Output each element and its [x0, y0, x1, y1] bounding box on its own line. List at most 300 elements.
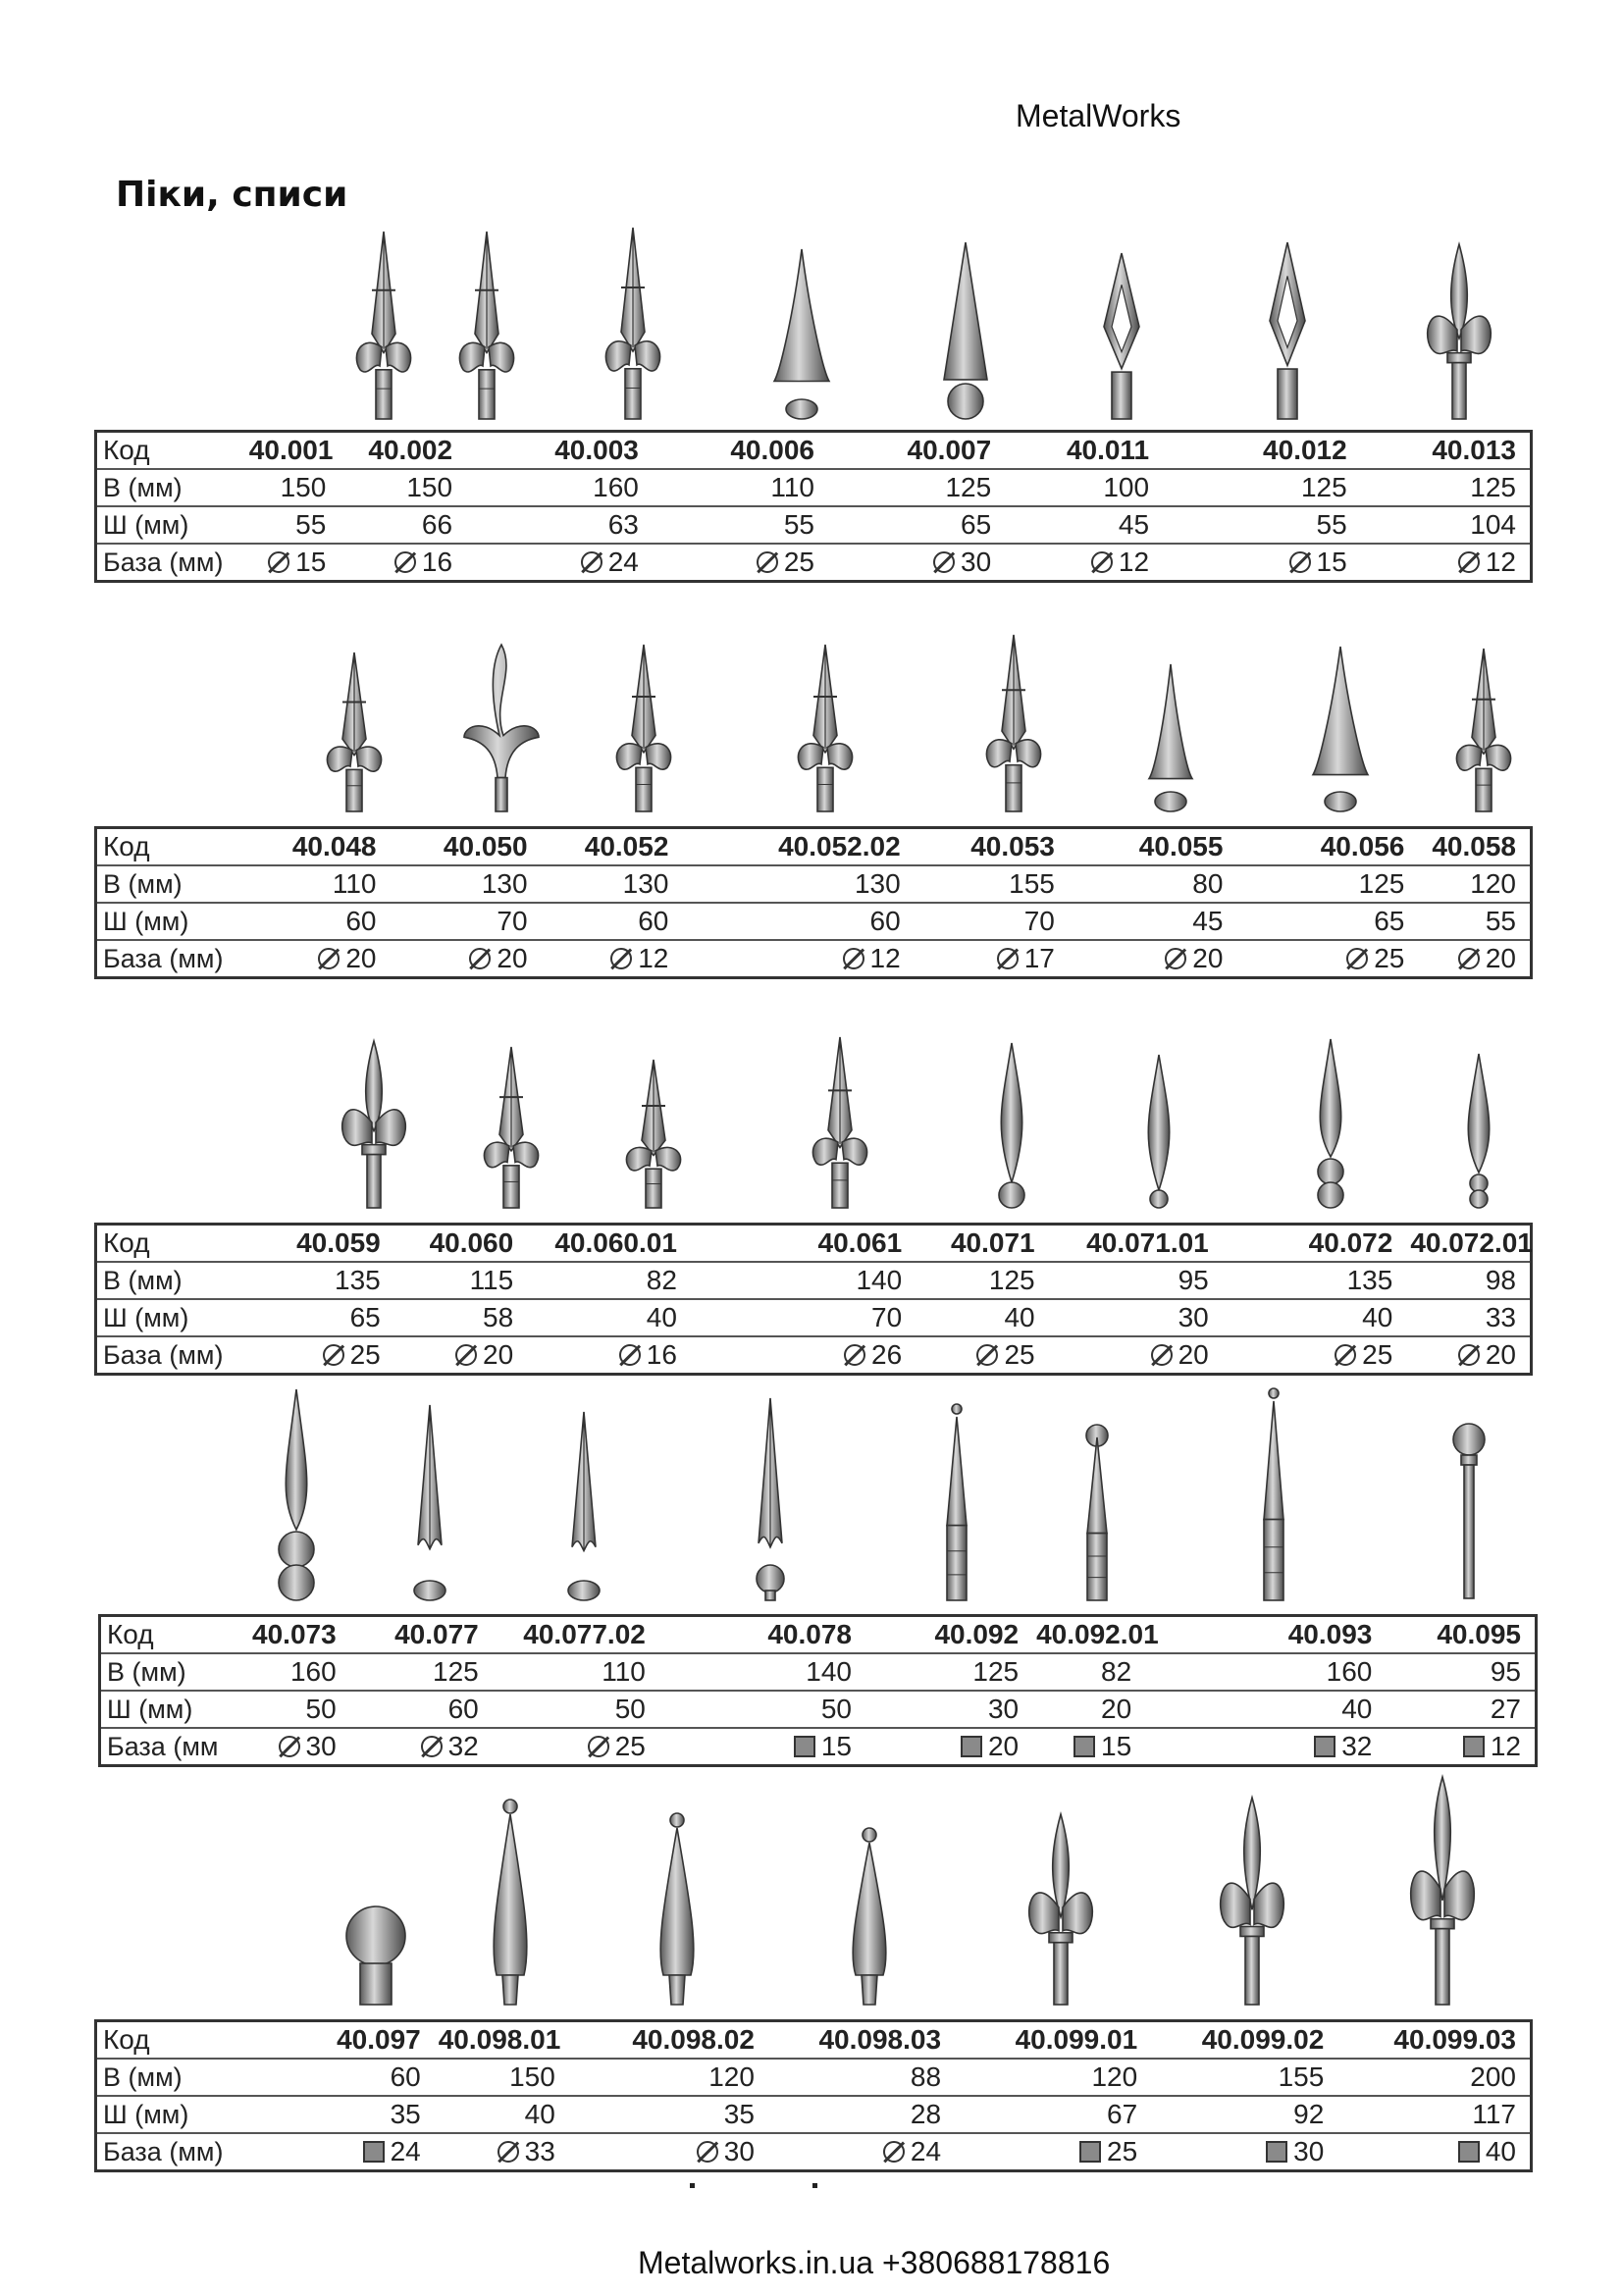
height-value: 80 [1069, 865, 1237, 903]
width-value: 40 [527, 1299, 691, 1336]
diameter-icon [843, 948, 864, 969]
base-value: 12 [1118, 547, 1150, 577]
base-cell [569, 2133, 768, 2171]
product-image-row [0, 620, 1623, 816]
row-label: Ш (мм) [96, 1299, 241, 1336]
diameter-icon [1165, 948, 1186, 969]
base-value: 30 [723, 2136, 755, 2166]
height-value: 125 [1361, 469, 1532, 506]
base-value: 20 [497, 943, 528, 973]
base-cell [350, 1728, 493, 1766]
product-code: 40.003 [466, 432, 653, 470]
base-value: 30 [961, 547, 992, 577]
product-code: 40.095 [1386, 1616, 1536, 1654]
width-value: 65 [240, 1299, 393, 1336]
product-code: 40.078 [659, 1616, 865, 1654]
diameter-icon [1458, 551, 1480, 573]
width-value: 40 [1145, 1691, 1386, 1728]
product-code: 40.072.01 [1406, 1225, 1531, 1263]
product-code: 40.006 [653, 432, 828, 470]
leaf-ball-small-icon [1120, 1053, 1198, 1213]
flame-spear-icon [462, 643, 541, 816]
diameter-icon [883, 2141, 905, 2163]
base-value: 12 [638, 943, 669, 973]
row-label: Ш (мм) [96, 2096, 300, 2133]
width-row [96, 2096, 1532, 2133]
height-value: 200 [1337, 2059, 1531, 2096]
base-value: 40 [1485, 2136, 1516, 2166]
product-code: 40.098.03 [768, 2021, 955, 2060]
height-value: 150 [245, 469, 340, 506]
pike-square-icon [917, 1403, 996, 1605]
spear-cross-tall-icon [974, 633, 1053, 816]
base-cell [1069, 940, 1237, 978]
spear-scroll-icon [447, 230, 526, 424]
base-cell [493, 1728, 659, 1766]
width-value: 67 [955, 2096, 1151, 2133]
width-value: 70 [390, 903, 541, 940]
scan-dot [812, 2183, 817, 2188]
product-image-row [0, 1778, 1623, 2009]
product-code: 40.058 [1418, 828, 1531, 866]
base-row [96, 544, 1532, 582]
height-value: 135 [240, 1262, 393, 1299]
height-value: 125 [828, 469, 1005, 506]
width-value: 27 [1386, 1691, 1536, 1728]
width-value: 35 [569, 2096, 768, 2133]
diameter-icon [1458, 1344, 1480, 1366]
base-cell [768, 2133, 955, 2171]
row-label: База (мм [107, 1731, 219, 1761]
code-row [96, 828, 1532, 866]
base-value: 33 [524, 2136, 555, 2166]
height-value: 125 [916, 1262, 1048, 1299]
base-row [96, 1336, 1532, 1375]
width-value: 40 [435, 2096, 569, 2133]
base-value: 25 [614, 1731, 646, 1761]
height-value: 155 [915, 865, 1069, 903]
leaf-ball-double-icon [1291, 1037, 1370, 1213]
diameter-icon [323, 1344, 344, 1366]
width-value: 33 [1406, 1299, 1531, 1336]
product-code: 40.001 [245, 432, 340, 470]
row-label: Код [96, 2021, 300, 2060]
height-value: 160 [226, 1653, 350, 1691]
width-value: 60 [542, 903, 683, 940]
diameter-icon [1346, 948, 1368, 969]
scan-dot [690, 2183, 695, 2188]
base-cell [916, 1336, 1048, 1375]
height-value: 115 [394, 1262, 527, 1299]
diameter-icon [844, 1344, 865, 1366]
product-code: 40.013 [1361, 432, 1532, 470]
product-code: 40.093 [1145, 1616, 1386, 1654]
ball-cap-icon [337, 1838, 415, 2009]
product-code: 40.050 [390, 828, 541, 866]
width-value: 28 [768, 2096, 955, 2133]
width-value: 50 [493, 1691, 659, 1728]
base-row [96, 940, 1532, 978]
row-label: База (мм) [103, 1339, 224, 1370]
spec-table [94, 430, 1533, 583]
spear-ball-icon [926, 240, 1005, 424]
width-value: 35 [300, 2096, 435, 2133]
base-cell [238, 940, 390, 978]
product-code: 40.077 [350, 1616, 493, 1654]
base-cell [828, 544, 1005, 582]
height-value: 130 [682, 865, 914, 903]
spear-diamond-large-icon [1248, 240, 1327, 424]
fleur-de-lis-medium-icon [1213, 1794, 1291, 2009]
height-row [96, 1262, 1532, 1299]
spear-slim-icon [1444, 647, 1523, 816]
leaf-ball-double-small-icon [1440, 1052, 1518, 1213]
width-value: 55 [245, 506, 340, 544]
square-base-icon [1073, 1736, 1095, 1757]
product-code: 40.011 [1005, 432, 1163, 470]
pike-square-dark-icon [1234, 1387, 1313, 1605]
base-cell [653, 544, 828, 582]
product-code: 40.098.01 [435, 2021, 569, 2060]
spear-cross-icon [472, 1045, 550, 1213]
width-row [100, 1691, 1537, 1728]
diameter-icon [497, 2141, 519, 2163]
brand-name: MetalWorks [1016, 98, 1181, 133]
width-row [96, 506, 1532, 544]
row-label: Ш (мм) [100, 1691, 226, 1728]
spear-small-cone-icon [1131, 662, 1210, 816]
width-row [96, 1299, 1532, 1336]
base-cell [1236, 940, 1418, 978]
base-value: 15 [820, 1731, 852, 1761]
height-row [96, 469, 1532, 506]
product-code: 40.098.02 [569, 2021, 768, 2060]
base-value: 15 [1316, 547, 1347, 577]
base-cell [1361, 544, 1532, 582]
row-label: Код [100, 1616, 226, 1654]
product-image-row [0, 214, 1623, 424]
product-code: 40.099.03 [1337, 2021, 1531, 2060]
height-value: 135 [1223, 1262, 1407, 1299]
base-value: 24 [390, 2136, 421, 2166]
square-base-icon [1266, 2141, 1287, 2163]
diameter-icon [279, 1736, 300, 1757]
height-value: 130 [542, 865, 683, 903]
height-value: 125 [865, 1653, 1032, 1691]
spec-table [94, 826, 1533, 979]
row-label: Код [96, 432, 245, 470]
width-value: 70 [691, 1299, 916, 1336]
base-cell [915, 940, 1069, 978]
diameter-icon [1151, 1344, 1173, 1366]
base-cell [1337, 2133, 1531, 2171]
product-image-row [0, 1374, 1623, 1605]
base-cell [1145, 1728, 1386, 1766]
width-value: 50 [226, 1691, 350, 1728]
diameter-icon [318, 948, 340, 969]
row-label: База (мм) [103, 2136, 224, 2166]
width-value: 30 [865, 1691, 1032, 1728]
teardrop-spike-medium-icon [638, 1810, 716, 2009]
width-value: 66 [340, 506, 466, 544]
row-label: Ш (мм) [96, 903, 239, 940]
height-value: 95 [1386, 1653, 1536, 1691]
base-cell [1386, 1728, 1536, 1766]
width-value: 55 [1163, 506, 1361, 544]
base-value: 25 [783, 547, 814, 577]
height-value: 100 [1005, 469, 1163, 506]
height-value: 160 [1145, 1653, 1386, 1691]
height-value: 125 [1236, 865, 1418, 903]
width-row [96, 903, 1532, 940]
product-code: 40.060 [394, 1225, 527, 1263]
width-value: 60 [682, 903, 914, 940]
height-value: 150 [435, 2059, 569, 2096]
base-cell [390, 940, 541, 978]
product-code: 40.077.02 [493, 1616, 659, 1654]
height-row [96, 865, 1532, 903]
square-base-icon [961, 1736, 982, 1757]
height-row [100, 1653, 1537, 1691]
base-cell [955, 2133, 1151, 2171]
arrow-ball-icon [731, 1396, 810, 1605]
base-cell [245, 544, 340, 582]
diameter-icon [976, 1344, 998, 1366]
spear-cross-icon [604, 643, 683, 816]
diameter-icon [1091, 551, 1113, 573]
square-base-icon [363, 2141, 385, 2163]
spec-table [94, 2019, 1533, 2172]
base-cell [300, 2133, 435, 2171]
product-code: 40.097 [300, 2021, 435, 2060]
teardrop-spike-small-icon [830, 1825, 909, 2009]
height-value: 98 [1406, 1262, 1531, 1299]
footer-contact: Metalworks.in.ua +380688178816 [638, 2245, 1111, 2280]
product-code: 40.071 [916, 1225, 1048, 1263]
diameter-icon [588, 1736, 609, 1757]
leaf-ball-icon [972, 1041, 1051, 1213]
base-cell [659, 1728, 865, 1766]
code-row [100, 1616, 1537, 1654]
product-code: 40.099.02 [1151, 2021, 1337, 2060]
base-value: 32 [1341, 1731, 1373, 1761]
product-code: 40.059 [240, 1225, 393, 1263]
product-code: 40.099.01 [955, 2021, 1151, 2060]
width-value: 55 [653, 506, 828, 544]
base-value: 25 [349, 1339, 381, 1370]
base-value: 20 [1178, 1339, 1209, 1370]
height-value: 140 [659, 1653, 865, 1691]
spec-table [94, 1223, 1533, 1376]
diameter-icon [1458, 948, 1480, 969]
base-cell [1049, 1336, 1223, 1375]
base-cell [1406, 1336, 1531, 1375]
base-value: 15 [1101, 1731, 1132, 1761]
width-value: 60 [350, 1691, 493, 1728]
width-value: 55 [1418, 903, 1531, 940]
diameter-icon [697, 2141, 718, 2163]
base-value: 20 [345, 943, 377, 973]
spear-long-icon [594, 226, 672, 424]
base-cell [1032, 1728, 1145, 1766]
diameter-icon [610, 948, 632, 969]
height-value: 125 [350, 1653, 493, 1691]
height-value: 88 [768, 2059, 955, 2096]
row-label: В (мм) [96, 2059, 300, 2096]
width-value: 70 [915, 903, 1069, 940]
base-cell [682, 940, 914, 978]
square-base-icon [1463, 1736, 1485, 1757]
product-code: 40.052.02 [682, 828, 914, 866]
spear-leaf-icon [315, 651, 393, 816]
width-value: 63 [466, 506, 653, 544]
product-code: 40.007 [828, 432, 1005, 470]
spear-ornate-icon [344, 230, 423, 424]
spear-cross-small-icon [614, 1058, 693, 1213]
code-row [96, 432, 1532, 470]
base-value: 24 [607, 547, 639, 577]
product-code: 40.048 [238, 828, 390, 866]
base-value: 25 [1362, 1339, 1393, 1370]
product-code: 40.055 [1069, 828, 1237, 866]
height-value: 155 [1151, 2059, 1337, 2096]
base-row [100, 1728, 1537, 1766]
row-label: Ш (мм) [96, 506, 245, 544]
base-value: 12 [1490, 1731, 1521, 1761]
square-base-icon [1458, 2141, 1480, 2163]
base-value: 17 [1023, 943, 1055, 973]
width-value: 40 [1223, 1299, 1407, 1336]
base-cell [527, 1336, 691, 1375]
code-row [96, 1225, 1532, 1263]
base-value: 16 [646, 1339, 677, 1370]
product-code: 40.072 [1223, 1225, 1407, 1263]
height-row [96, 2059, 1532, 2096]
row-label: В (мм) [96, 1262, 241, 1299]
width-value: 117 [1337, 2096, 1531, 2133]
height-value: 120 [1418, 865, 1531, 903]
height-value: 125 [1163, 469, 1361, 506]
ball-post-icon [1430, 1418, 1508, 1605]
product-code: 40.002 [340, 432, 466, 470]
spear-cross-knob-icon [786, 643, 864, 816]
base-value: 30 [1293, 2136, 1325, 2166]
width-value: 40 [916, 1299, 1048, 1336]
width-value: 58 [394, 1299, 527, 1336]
base-value: 24 [910, 2136, 942, 2166]
fleur-wide-icon [1420, 240, 1498, 424]
row-label: Код [96, 1225, 241, 1263]
base-value: 26 [871, 1339, 903, 1370]
diameter-icon [455, 1344, 477, 1366]
row-label: База (мм) [103, 943, 224, 973]
base-cell [1418, 940, 1531, 978]
height-value: 120 [569, 2059, 768, 2096]
diameter-icon [394, 551, 416, 573]
base-value: 16 [421, 547, 453, 577]
catalog-heading: Піки, списи [116, 175, 348, 215]
row-label: В (мм) [96, 469, 245, 506]
height-value: 110 [493, 1653, 659, 1691]
product-code: 40.053 [915, 828, 1069, 866]
diameter-icon [619, 1344, 641, 1366]
base-value: 25 [1374, 943, 1405, 973]
row-label: В (мм) [96, 865, 239, 903]
height-value: 110 [653, 469, 828, 506]
arrow-spear-long-icon [545, 1410, 623, 1605]
height-value: 60 [300, 2059, 435, 2096]
diameter-icon [997, 948, 1019, 969]
height-value: 82 [527, 1262, 691, 1299]
base-cell [394, 1336, 527, 1375]
spec-table [98, 1614, 1538, 1767]
base-cell [691, 1336, 916, 1375]
height-value: 110 [238, 865, 390, 903]
width-value: 65 [1236, 903, 1418, 940]
width-value: 45 [1005, 506, 1163, 544]
width-value: 65 [828, 506, 1005, 544]
height-value: 160 [466, 469, 653, 506]
base-value: 20 [1485, 943, 1516, 973]
height-value: 130 [390, 865, 541, 903]
product-code: 40.092.01 [1032, 1616, 1145, 1654]
square-base-icon [794, 1736, 815, 1757]
width-value: 92 [1151, 2096, 1337, 2133]
height-value: 120 [955, 2059, 1151, 2096]
height-value: 95 [1049, 1262, 1223, 1299]
fleur-de-lis-large-icon [1403, 1773, 1482, 2009]
height-value: 140 [691, 1262, 916, 1299]
base-cell [1151, 2133, 1337, 2171]
base-value: 20 [1485, 1339, 1516, 1370]
base-row [96, 2133, 1532, 2171]
leaf-ball-large-icon [257, 1387, 336, 1605]
base-value: 12 [1485, 547, 1516, 577]
row-label: База (мм) [103, 547, 224, 577]
spear-diamond-icon [1082, 251, 1161, 424]
product-image-row [0, 1017, 1623, 1213]
width-value: 60 [238, 903, 390, 940]
product-code: 40.073 [226, 1616, 350, 1654]
base-cell [435, 2133, 569, 2171]
width-value: 20 [1032, 1691, 1145, 1728]
base-cell [1223, 1336, 1407, 1375]
product-code: 40.056 [1236, 828, 1418, 866]
height-value: 150 [340, 469, 466, 506]
width-value: 104 [1361, 506, 1532, 544]
finial-knob-icon [1058, 1424, 1136, 1605]
diameter-icon [1289, 551, 1311, 573]
height-value: 82 [1032, 1653, 1145, 1691]
base-cell [240, 1336, 393, 1375]
base-value: 30 [305, 1731, 337, 1761]
base-value: 25 [1004, 1339, 1035, 1370]
base-cell [865, 1728, 1032, 1766]
diameter-icon [421, 1736, 443, 1757]
base-value: 32 [447, 1731, 479, 1761]
fleur-de-lis-icon [1021, 1810, 1100, 2009]
square-base-icon [1079, 2141, 1101, 2163]
base-cell [466, 544, 653, 582]
base-cell [1163, 544, 1361, 582]
product-code: 40.012 [1163, 432, 1361, 470]
base-value: 25 [1107, 2136, 1138, 2166]
code-row [96, 2021, 1532, 2060]
diameter-icon [581, 551, 602, 573]
width-value: 45 [1069, 903, 1237, 940]
spear-broad-icon [762, 247, 841, 424]
product-code: 40.071.01 [1049, 1225, 1223, 1263]
